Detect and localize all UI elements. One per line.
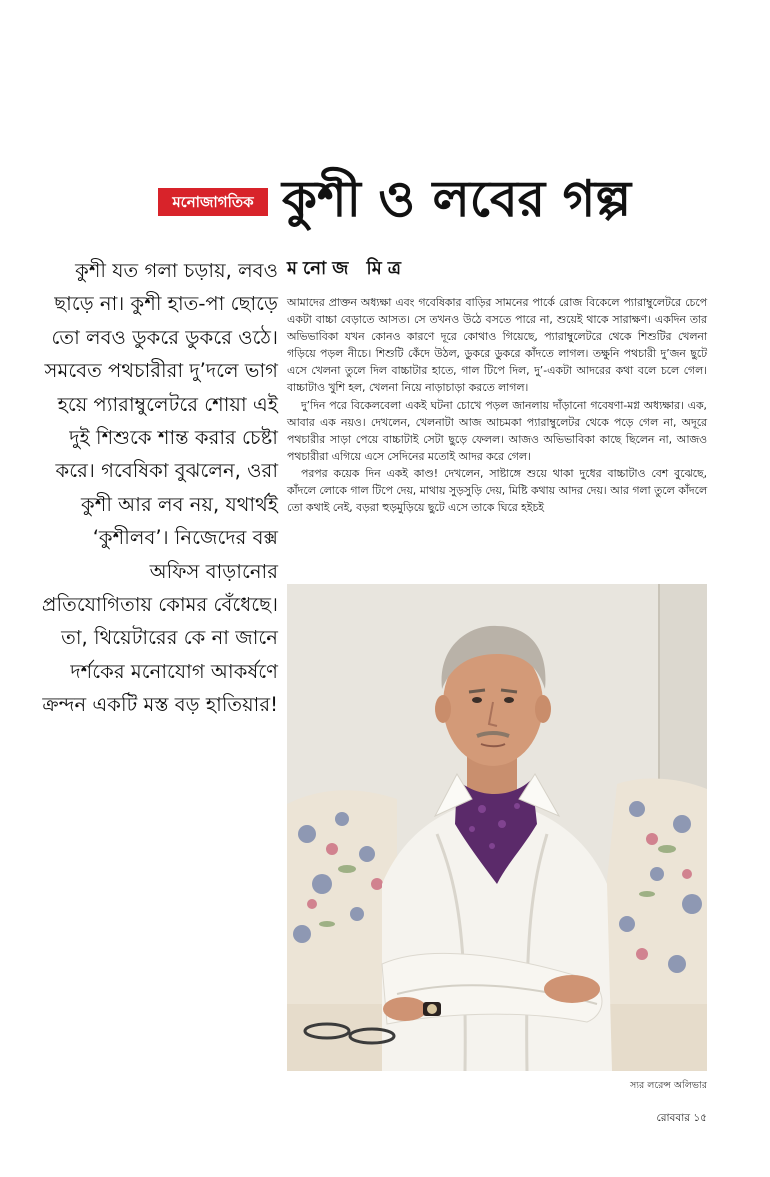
pull-quote: কুশী যত গলা চড়ায়, লবও ছাড়ে না। কুশী হাত-পা ছোড়ে তো লবও ডুকরে ডুকরে ওঠে। সমবেত পথচারীরা দু’দলে ভাগ হয়ে প্যারাম্বুলেটরে শোয়া এই দুই শিশুকে শান্ত করার চেষ্টা করে। গবেষিকা বুঝলেন, ওরা কুশী আর লব নয়, যথার্থই ‘কুশীলব’। নিজেদের বক্স অফিস বাড়ানোর প্রতিযোগিতায় কোমর বেঁধেছে। তা, থিয়েটারের কে না জানে দর্শকের মনোযোগ আকর্ষণে ক্রন্দন একটি মস্ত বড় হাতিয়ার! (41, 259, 278, 717)
photo-caption: স্যর লরেন্স অলিভার (630, 1080, 707, 1091)
portrait-photo (287, 584, 707, 1071)
article-paragraph: পরপর কয়েক দিন একই কাণ্ড! দেখলেন, সাষ্টাঙ্গে শুয়ে থাকা দুধের বাচ্চাটাও বেশ বুঝেছে, কাঁদলে লোকে গাল টিপে দেয়, মাথায় সুড়সুড়ি দেয়, মিষ্টি কথায় আদর দেয়। আর গলা তুলে কাঁদলে তো কথাই নেই, বড়রা হুড়মুড়িয়ে ছুটে এসে তাকে ঘিরে হইচই (287, 466, 707, 515)
article-paragraph: আমাদের প্রাক্তন অধ্যক্ষা এবং গবেষিকার বাড়ির সামনের পার্কে রোজ বিকেলে প্যারাম্বুলেটরে চেপে একটা বাচ্চা বেড়াতে আসত। সে তখনও উঠে বসতে পারে না, শুয়েই থাকে সারাক্ষণ। একদিন তার অভিভাবিকা যখন কোনও কারণে দূরে কোথাও গিয়েছে, প্যারাম্বুলেটরে থেকে শিশুটির খেলনা গড়িয়ে পড়ল নীচে। শিশুটি কেঁদে উঠল, ডুকরে ডুকরে কাঁদতে লাগল। তক্ষুনি পথচারী দু’জন ছুটে এসে খেলনা তুলে দিল বাচ্চাটার হাতে, গাল টিপে দিল, দু’-একটা আদরের কথা বলে চলে গেল। বাচ্চাটাও খুশি হল, খেলনা নিয়ে নাড়াচাড়া করতে লাগল। (287, 296, 707, 395)
author-byline: মনোজ মিত্র (287, 258, 407, 279)
page-folio: রোববার ১৫ (656, 1112, 707, 1124)
section-badge: মনোজাগতিক (158, 188, 268, 216)
article-paragraph: দু’দিন পরে বিকেলবেলা একই ঘটনা চোখে পড়ল জানলায় দাঁড়ানো গবেষণা-মগ্ন অধ্যক্ষার। এক, আবার এক নয়ও। দেখলেন, খেলনাটা আজ আচমকা প্যারাম্বুলেটর থেকে পড়ে গেল না, অদূরে পথচারীর সাড়া পেয়ে বাচ্চাটাই সেটা ছুড়ে ফেলল। আজও অভিভাবিকা কাছে ছিলেন না, আজও পথচারীরা এগিয়ে এসে সেদিনের মতোই আদর করে গেল। (287, 398, 707, 463)
article-title: কুশী ও লবের গল্প (282, 170, 632, 228)
article-body (287, 294, 707, 516)
